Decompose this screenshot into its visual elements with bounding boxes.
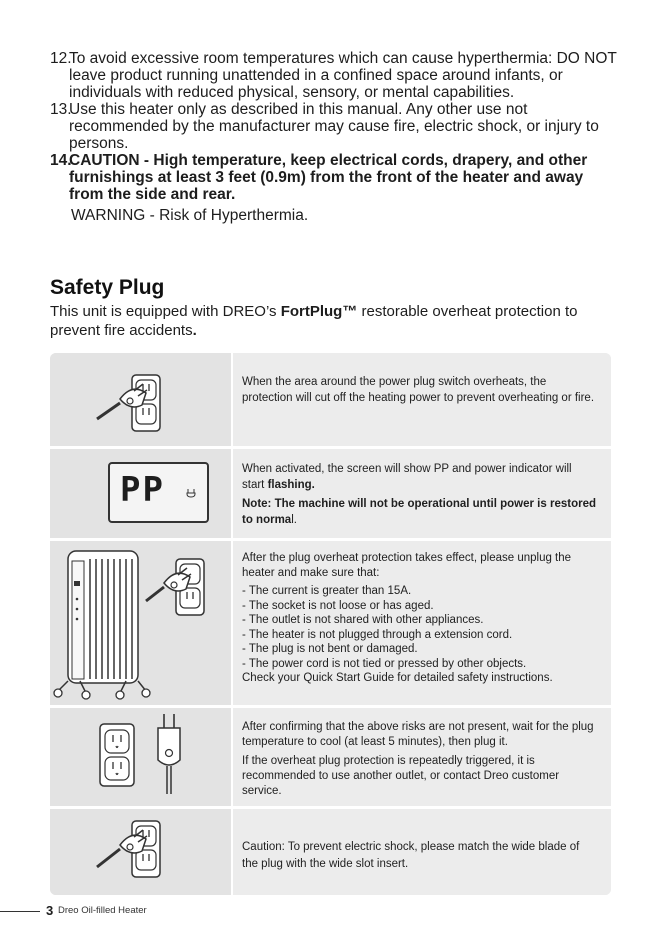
list-item: - The current is greater than 15A.: [242, 585, 412, 597]
list-item: - The plug is not bent or damaged.: [242, 643, 418, 655]
row-text: After confirming that the above risks are not present, wait for the plug temperature to cool (at least 5 minutes), then plug it. If the overheat plug protection is repeatedly triggered, it is recommended to use another outlet, or contact Dreo customer service.: [242, 721, 594, 797]
list-item: - The heater is not plugged through a extension cord.: [242, 628, 513, 641]
lcd-code: PP: [120, 470, 165, 510]
page-footer: [0, 903, 662, 919]
table-row: [50, 449, 611, 538]
item-number: 13.: [50, 101, 72, 118]
power-indicator-icon: [185, 487, 197, 499]
outlet-and-plug-icon: [50, 708, 231, 806]
page-number: 3: [46, 903, 54, 918]
list-item: [50, 101, 620, 152]
table-row: [50, 541, 611, 705]
lcd-display: [108, 462, 209, 523]
warning-text: - Risk of Hyperthermia.: [145, 207, 309, 224]
plug-in-outlet-icon: [50, 353, 231, 446]
section-title: Safety Plug: [50, 276, 165, 299]
item-text: CAUTION - High temperature, keep electrical cords, drapery, and other furnishings at least 3 feet (0.9m) from the front of the heater and away from the side and rear.: [69, 152, 588, 203]
section-intro: This unit is equipped with DREO’s FortPlug™ restorable overheat protection to prevent fire accidents.: [50, 303, 578, 339]
list-item: [50, 152, 620, 203]
outlet-and-plug-illustration: [50, 708, 231, 806]
row-text: When the area around the power plug switch overheats, the protection will cut off the heating power to prevent overheating or fire.: [242, 376, 595, 404]
hyperthermia-warning: [71, 207, 620, 225]
oil-heater-icon: [50, 541, 231, 705]
wide-blade-illustration: [50, 809, 231, 895]
precautions-list: [50, 50, 620, 225]
row-text: After the plug overheat protection takes effect, please unplug the heater and make sure that: - The current is greater than 15A. - The socket is not loose or has aged. - The outlet is not shared with other appliances. - The heater is not plugged through a extension cord. - The plug is not bent or damaged. - The power cord is not tied or pressed by other objects. Check your Quick Start Guide for detailed safety instructions.: [242, 551, 597, 690]
list-item: - The power cord is not tied or pressed by other objects.: [242, 657, 527, 670]
item-text: To avoid excessive room temperatures which can cause hyperthermia: DO NOT leave product running unattended in a confined space around infants, or individuals with reduced physical, sensory, or mental capabilities.: [69, 50, 617, 101]
item-number: 12.: [50, 50, 72, 67]
brand-name: FortPlug™: [280, 303, 358, 320]
note-text: Note: The machine will not be operational until power is restored to norma: [242, 498, 596, 526]
table-row: [50, 353, 611, 446]
row-text: When activated, the screen will show PP and power indicator will start flashing. Note: The machine will not be operational until power is restored to normal.: [242, 463, 596, 526]
plug-overheat-illustration: [50, 353, 231, 446]
table-row: [50, 708, 611, 806]
table-row: [50, 809, 611, 895]
display-illustration: [50, 449, 231, 538]
heater-illustration: [50, 541, 231, 705]
checklist: [242, 584, 597, 671]
list-item: - The outlet is not shared with other appliances.: [242, 614, 484, 626]
item-text: Use this heater only as described in this manual. Any other use not recommended by the manufacturer may cause fire, electric shock, or injury to persons.: [69, 101, 599, 152]
plug-in-outlet-icon: [50, 809, 231, 895]
item-number: 14.: [50, 152, 72, 169]
list-item: [50, 50, 620, 101]
row-text: Caution: To prevent electric shock, please match the wide blade of the plug with the wide slot insert.: [242, 841, 580, 870]
warning-prefix: WARNING: [71, 207, 146, 224]
footer-title: Dreo Oil-filled Heater: [58, 905, 147, 916]
safety-plug-table: [50, 353, 611, 895]
list-item: - The socket is not loose or has aged.: [242, 599, 434, 612]
